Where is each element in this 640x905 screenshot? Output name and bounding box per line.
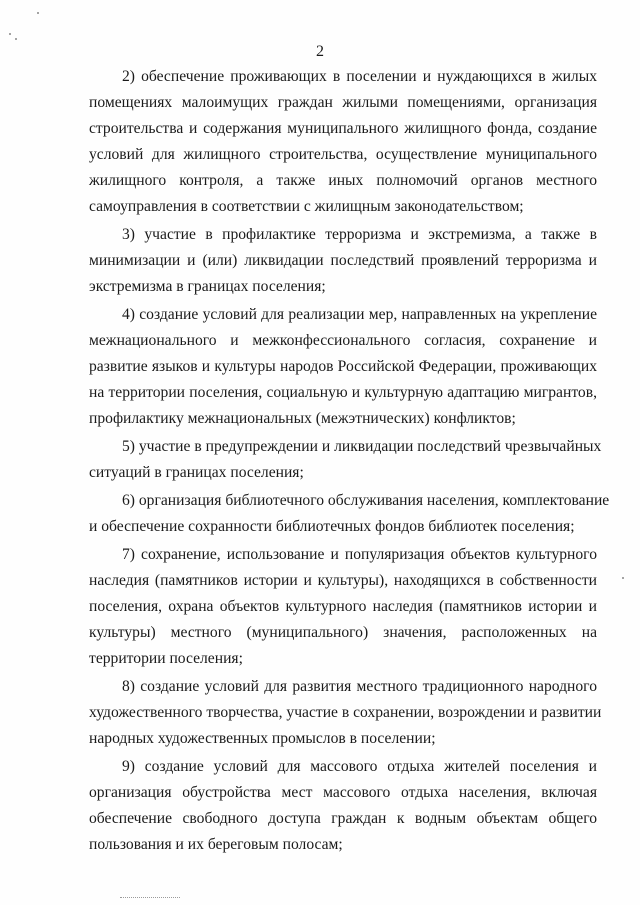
scan-speck: [9, 33, 11, 35]
document-body: [89, 64, 610, 860]
text-line: и обеспечение сохранности библиотечных фондов библиотек поселения;: [89, 518, 575, 535]
scan-speck: [622, 577, 624, 579]
text-line: 3) участие в профилактике терроризма и экстремизма, а также в: [122, 226, 597, 243]
text-line: межнационального и межконфессионального согласия, сохранение и: [89, 332, 597, 349]
text-line: народных художественных промыслов в поселении;: [89, 730, 436, 747]
text-line: 5) участие в предупреждении и ликвидации последствий чрезвычайных: [122, 438, 602, 455]
list-item: [89, 64, 597, 220]
text-line: поселения, охрана объектов культурного наследия (памятников истории и: [89, 598, 597, 615]
text-line: наследия (памятников истории и культуры), находящихся в собственности: [89, 572, 597, 589]
text-line: на территории поселения, социальную и культурную адаптацию мигрантов,: [89, 384, 597, 401]
scan-speck: [15, 38, 17, 40]
text-line: пользования и их береговым полосам;: [89, 836, 343, 853]
text-line: профилактику межнациональных (межэтнических) конфликтов;: [89, 410, 516, 427]
text-line: 8) создание условий для развития местного традиционного народного: [122, 678, 597, 695]
list-item: [89, 434, 602, 486]
list-item: [89, 302, 597, 432]
text-line: культуры) местного (муниципального) значения, расположенных на: [89, 624, 597, 641]
list-item: [89, 222, 597, 300]
text-line: самоуправления в соответствии с жилищным законодательством;: [89, 198, 524, 215]
text-line: 6) организация библиотечного обслуживания населения, комплектование: [122, 492, 610, 509]
text-line: развитие языков и культуры народов Российской Федерации, проживающих: [89, 358, 597, 375]
text-line: обеспечение свободного доступа граждан к водным объектам общего: [89, 810, 597, 827]
list-item: [89, 754, 597, 858]
text-line: ситуаций в границах поселения;: [89, 464, 304, 481]
text-line: художественного творчества, участие в сохранении, возрождении и развитии: [89, 704, 602, 721]
text-line: организация обустройства мест массового отдыха населения, включая: [89, 784, 597, 801]
text-line: 4) создание условий для реализации мер, направленных на укрепление: [122, 306, 597, 323]
page-number: 2: [316, 43, 324, 60]
scan-artifact: [120, 897, 180, 901]
text-line: жилищного контроля, а также иных полномочий органов местного: [89, 172, 597, 189]
list-item: [89, 488, 610, 540]
text-line: 7) сохранение, использование и популяризация объектов культурного: [122, 546, 597, 563]
text-line: помещениях малоимущих граждан жилыми помещениями, организация: [89, 94, 597, 111]
list-item: [89, 542, 597, 672]
text-line: условий для жилищного строительства, осуществление муниципального: [89, 146, 597, 163]
text-line: 9) создание условий для массового отдыха жителей поселения и: [122, 758, 597, 775]
list-item: [89, 674, 602, 752]
scan-speck: [37, 12, 39, 14]
text-line: территории поселения;: [89, 650, 243, 667]
text-line: минимизации и (или) ликвидации последствий проявлений терроризма и: [89, 252, 597, 269]
text-line: строительства и содержания муниципального жилищного фонда, создание: [89, 120, 597, 137]
text-line: 2) обеспечение проживающих в поселении и нуждающихся в жилых: [122, 68, 597, 85]
text-line: экстремизма в границах поселения;: [89, 278, 326, 295]
